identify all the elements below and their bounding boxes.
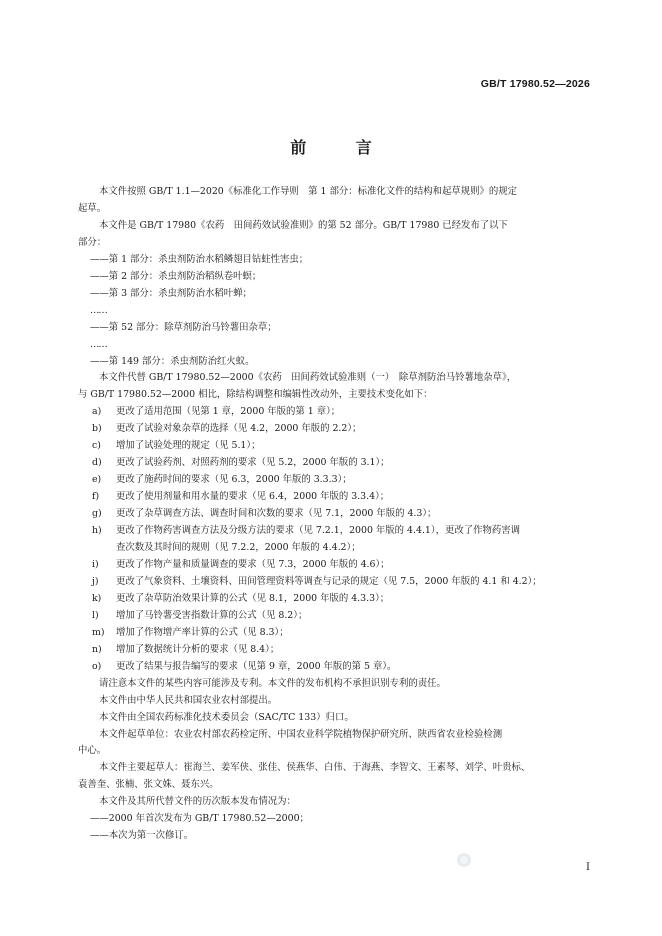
change-item-continuation: 查次数及其时间的规则（见 7.2.2，2000 年版的 4.4.2）；: [116, 542, 361, 554]
change-item: o) 更改了结果与报告编写的要求（见第 9 章，2000 年版的第 5 章）。: [92, 660, 397, 672]
change-item: e) 更改了施药时间的要求（见 6.3，2000 年版的 3.3.3）；: [92, 474, 352, 486]
ellipsis: ……: [90, 338, 107, 350]
page-number: I: [586, 862, 590, 873]
watermark-logo-icon: [453, 852, 475, 868]
foreword-body: [78, 184, 590, 845]
changes-list: [78, 404, 590, 675]
change-item: c) 增加了试验处理的规定（见 5.1）；: [92, 440, 261, 452]
drafters: 本文件主要起草人：崔海兰、姜军侠、张佳、侯燕华、白伟、于海燕、李智文、王素琴、刘学、叶贵标、: [99, 762, 531, 774]
history-intro: 本文件及其所代替文件的历次版本发布情况为：: [99, 796, 296, 808]
change-item: k) 更改了杂草防治效果计算的公式（见 8.1，2000 年版的 4.3.3）；: [92, 592, 390, 604]
change-item: d) 更改了试验药剂、对照药剂的要求（见 5.2，2000 年版的 3.1）；: [92, 457, 390, 469]
standard-number: GB/T 17980.52—2026: [480, 78, 590, 90]
change-item: j) 更改了气象资料、土壤资料、田间管理资料等调查与记录的规定（见 7.5，2000 年版的 4.1 和 4.2）；: [92, 575, 542, 587]
change-item: l) 增加了马铃薯受害指数计算的公式（见 8.2）；: [92, 609, 308, 621]
change-item: m) 增加了作物增产率计算的公式（见 8.3）；: [92, 626, 289, 638]
paragraph-line: 本文件按照 GB/T 1.1—2020《标准化工作导则 第 1 部分：标准化文件的结构和起草规则》的规定: [99, 186, 517, 197]
change-item: i) 更改了作物产量和质量调查的要求（见 7.3，2000 年版的 4.6）；: [92, 558, 390, 570]
history-item: ——2000 年首次发布为 GB/T 17980.52—2000；: [90, 813, 309, 825]
ellipsis: ……: [90, 304, 107, 316]
part-list-item: ——第 1 部分：杀虫剂防治水稻鳞翅目钻蛀性害虫；: [90, 253, 309, 265]
change-item: a) 更改了适用范围（见第 1 章，2000 年版的第 1 章）；: [92, 406, 341, 418]
change-item: h) 更改了作物药害调查方法及分级方法的要求（见 7.2.1，2000 年版的 4.4.1），更改了作物药害调: [92, 525, 520, 537]
page-title: 前 言: [290, 138, 394, 157]
paragraph-line: 起草。: [78, 202, 107, 214]
part-list-item: ——第 2 部分：杀虫剂防治稻纵卷叶螟；: [90, 270, 262, 282]
change-item: f) 更改了使用剂量和用水量的要求（见 6.4，2000 年版的 3.3.4）；: [92, 491, 390, 503]
part-list-item: ——第 52 部分：除草剂防治马铃薯田杂草；: [90, 321, 277, 333]
drafters-cont: 袁善奎、张楠、张文姝、聂东兴。: [78, 779, 219, 791]
paragraph-line: 部分：: [78, 236, 107, 248]
drafting-units: 本文件起草单位：农业农村部农药检定所、中国农业科学院植物保护研究所、陕西省农业检验检测: [99, 728, 503, 740]
history-item: ——本次为第一次修订。: [90, 830, 194, 842]
drafting-units-cont: 中心。: [78, 745, 107, 757]
paragraph-line: 本文件代替 GB/T 17980.52—2000《农药 田间药效试验准则（一） 除草剂防治马铃薯地杂草》，: [99, 372, 517, 384]
paragraph-line: 与 GB/T 17980.52—2000 相比，除结构调整和编辑性改动外，主要技术变化如下：: [78, 389, 433, 401]
part-list-item: ——第 3 部分：杀虫剂防治水稻叶蝉；: [90, 287, 252, 299]
centralized-by: 本文件由全国农药标准化技术委员会（SAC/TC 133）归口。: [99, 711, 354, 723]
paragraph-line: 本文件是 GB/T 17980《农药 田间药效试验准则》的第 52 部分。GB/T 17980 已经发布了以下: [99, 219, 508, 231]
change-item: n) 增加了数据统计分析的要求（见 8.4）；: [92, 643, 280, 655]
patent-notice: 请注意本文件的某些内容可能涉及专利。本文件的发布机构不承担识别专利的责任。: [99, 677, 446, 689]
change-item: b) 更改了试验对象杂草的选择（见 4.2，2000 年版的 2.2）；: [92, 423, 362, 435]
part-list-item: ——第 149 部分：杀虫剂防治红火蚁。: [90, 355, 255, 367]
change-item: g) 更改了杂草调查方法、调查时间和次数的要求（见 7.1，2000 年版的 4.3）；: [92, 508, 437, 520]
proposed-by: 本文件由中华人民共和国农业农村部提出。: [99, 694, 278, 706]
